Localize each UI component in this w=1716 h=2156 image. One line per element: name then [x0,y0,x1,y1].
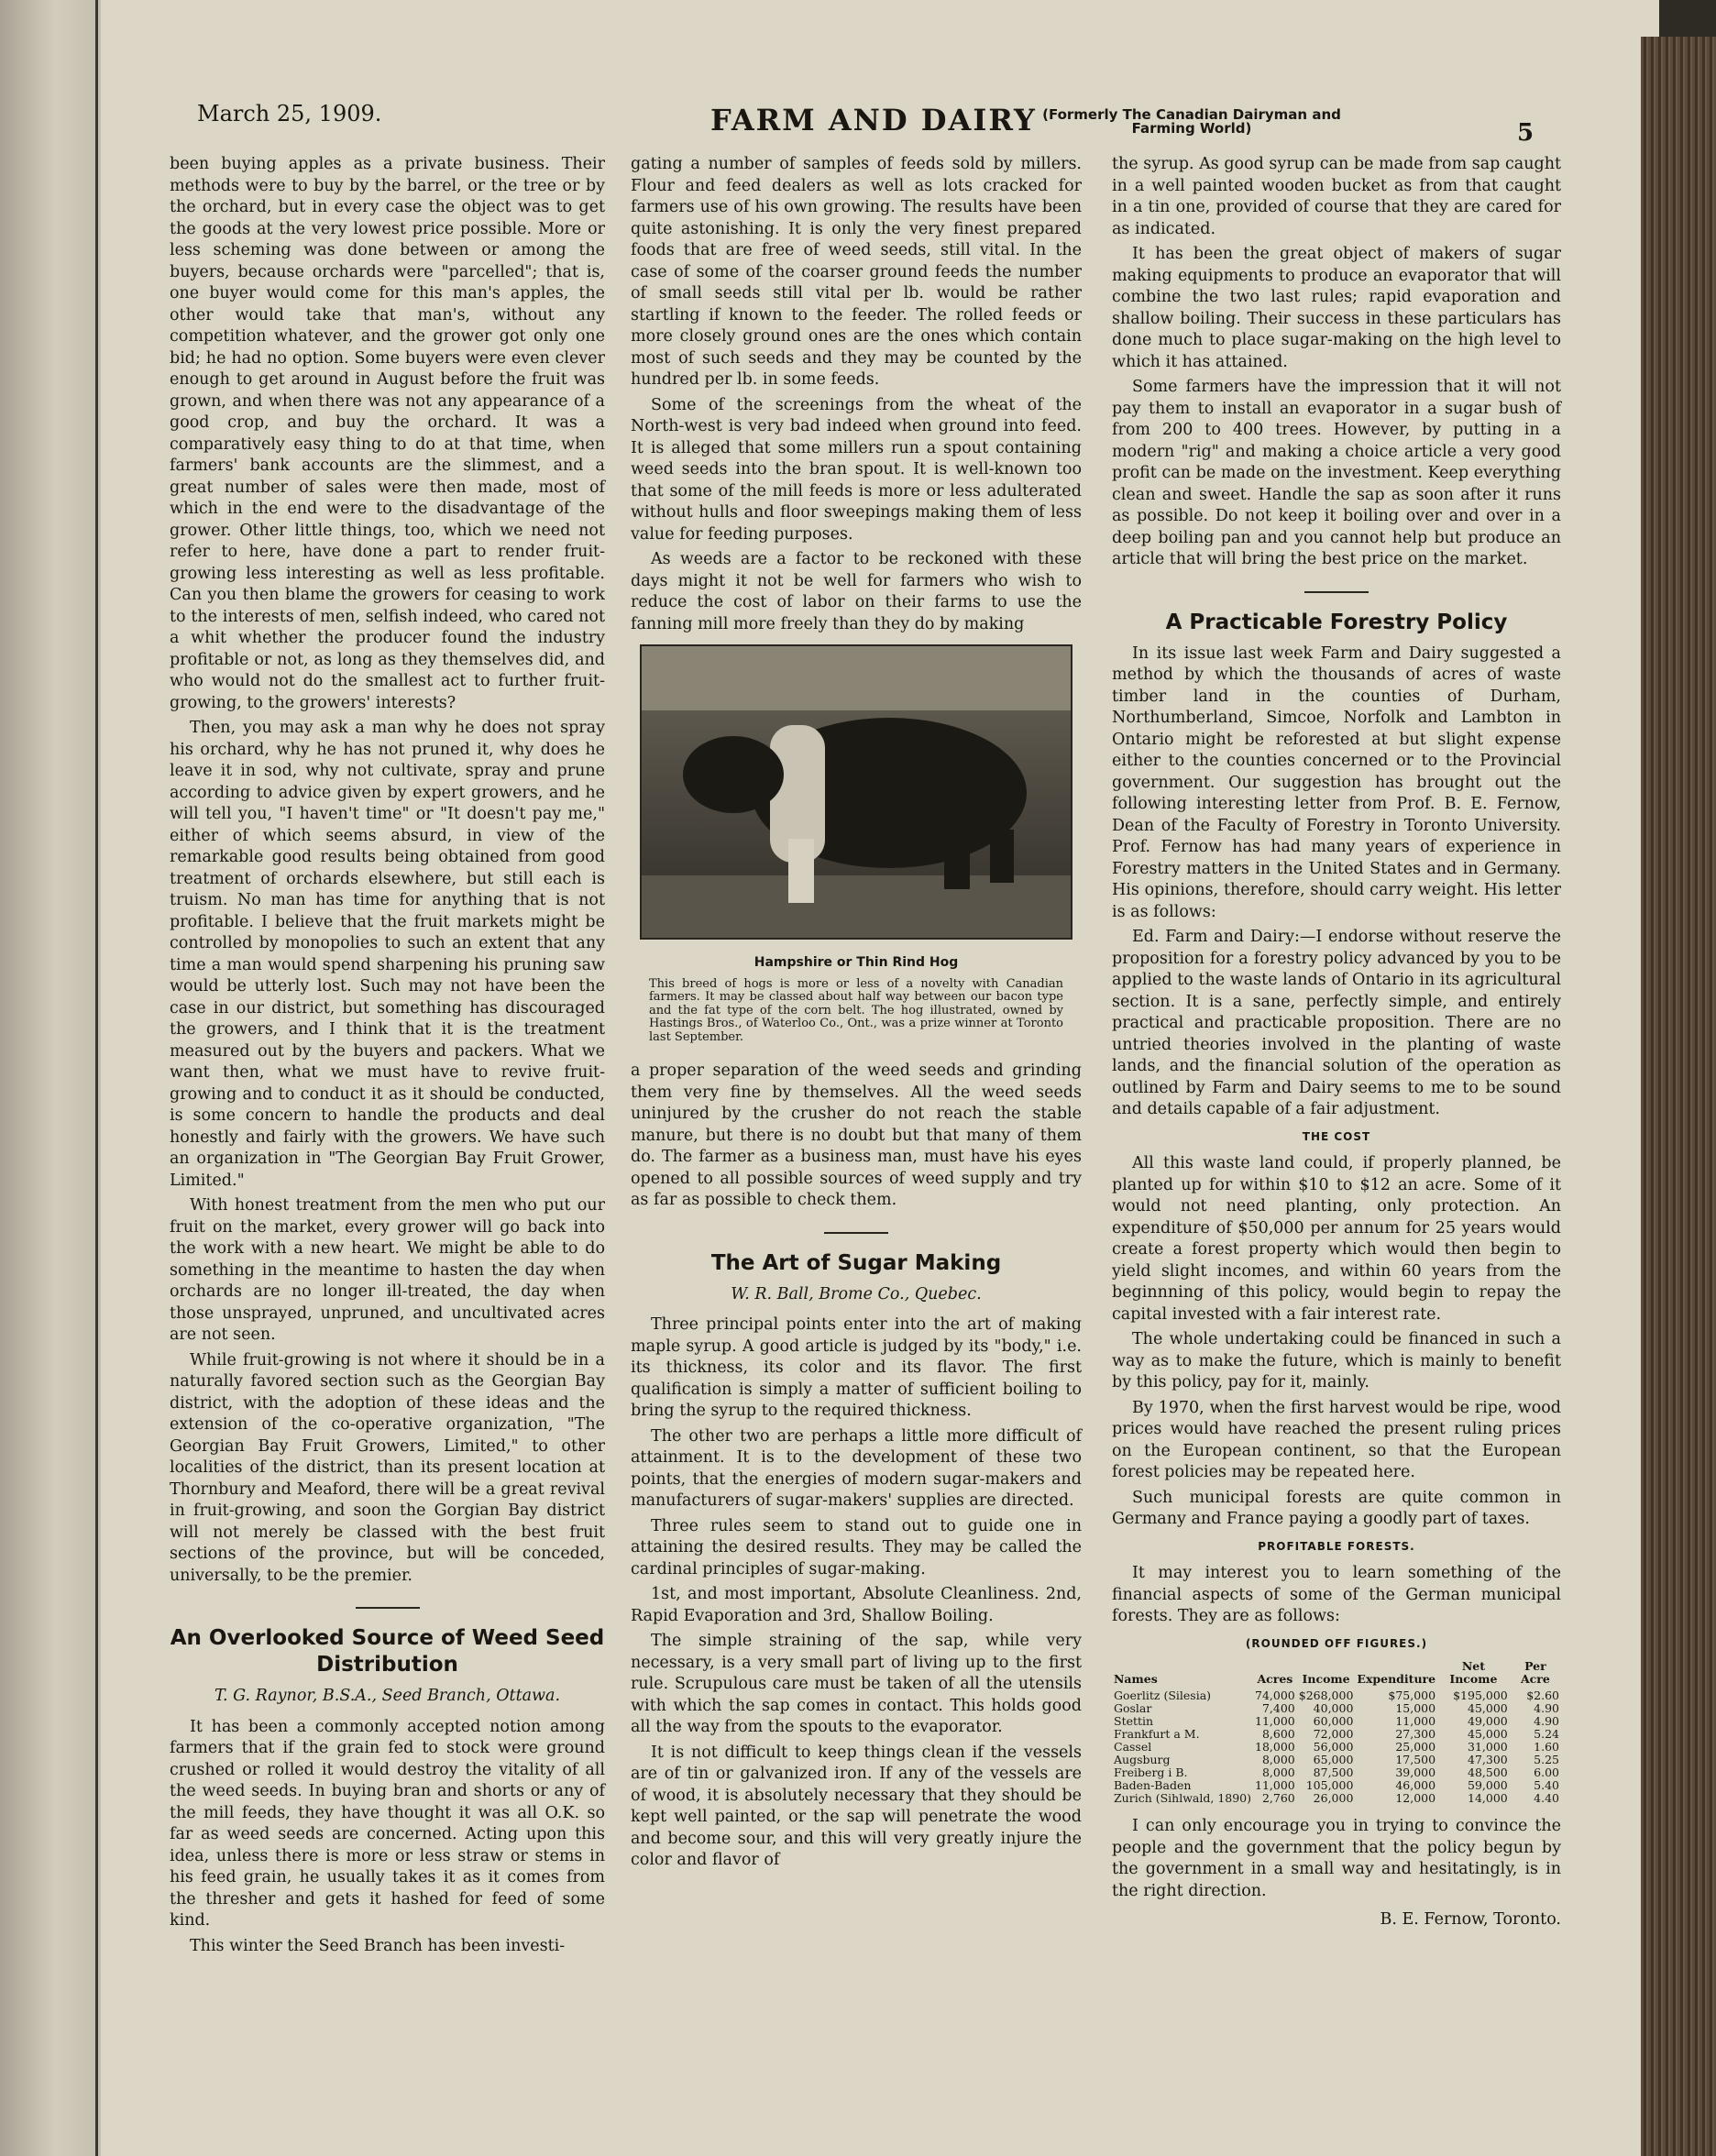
table-cell: 87,500 [1313,1766,1354,1779]
article-title-forestry: A Practicable Forestry Policy [1165,610,1508,634]
paragraph: As weeds are a factor to be reckoned with these days might it not be well for farmers who wish to reduce the cost of labor on their farms to use the fanning mill more freely than they do by making [631,550,1082,633]
table-cell: $195,000 [1453,1688,1508,1702]
paragraph: Then, you may ask a man why he does not spray his orchard, why he has not pruned it, why does he leave it in sod, why not cultivate, spray and prune according to advice given by expert growers, and he will tell you, "I haven't time" or "It doesn't pay me," either of which seems absurd, in view of the remarkable good results being obtained from good treatment of orchards elsewhere, but still each is truism. No man has time for anything that is not profitable. I believe that the fruit markets might be controlled by monopolies to such an extent that any time a man would spend sharpening his pruning saw would be utterly lost. Such may not have been the case in our district, but something has discouraged the growers, and I think that it is the treatment measured out by the buyers and packers. What we want then, what we must have to revive fruit-growing and to conduct it as it should be conducted, is some concern to handle the products and deal honestly and fairly with the growers. We have such an organization in "The Georgian Bay Fruit Grower, Limited." [170,719,605,1190]
article-title-weed-seed: An Overlooked Source of Weed Seed Distribution [170,1626,605,1677]
paragraph: Some of the screenings from the wheat of the North-west is very bad indeed when ground into feed. It is alleged that some millers run a spout containing weed seeds into the bran spout. It is well-known too that some of the mill feeds is more or less adulterated without hulls and floor sweepings making them of less value for feeding purposes. [631,395,1082,544]
table-cell: Augsburg [1114,1753,1171,1766]
table-header: Names [1114,1672,1158,1686]
table-cell: 25,000 [1395,1740,1436,1754]
paragraph: By 1970, when the first harvest would be ripe, wood prices would have reached the present ruling prices on the European continent, so that the European forest policies may be repeated here. [1112,1398,1561,1481]
paragraph: a proper separation of the weed seeds and grinding them very fine by themselves. All the weed seeds uninjured by the crusher do not reach the stable manure, but there is no doubt but that many of them do. The farmer as a business man, must have his eyes opened to all possible sources of weed supply and try as far as possible to check them. [631,1062,1082,1209]
issue-date: March 25, 1909. [197,101,382,126]
paragraph: It is not difficult to keep things clean if the vessels are of tin or galvanized iron. If any of the vessels are of wood, it is absolutely necessary that they should be kept well painted, or the sap will penetrate the wood and become sour, and this will very greatly injure the color and flavor of [631,1743,1082,1869]
table-cell: 4.90 [1534,1701,1559,1715]
article-byline: W. R. Ball, Brome Co., Quebec. [731,1284,982,1304]
table-cell: 1.60 [1534,1740,1559,1754]
table-cell: 5.24 [1534,1727,1559,1741]
table-cell: Goslar [1114,1701,1152,1715]
table-header: Income [1302,1672,1350,1686]
subhead-profitable: PROFITABLE FORESTS. [1258,1539,1415,1553]
photo-ground [642,875,1071,938]
table-row [1112,1702,1561,1715]
table-cell: 8,600 [1261,1727,1295,1741]
binding-edge [95,0,98,2156]
table-cell: 7,400 [1261,1701,1295,1715]
paragraph: The whole undertaking could be financed in such a way as to make the future, which is mainly to benefit by this policy, pay for it, mainly. [1112,1330,1561,1392]
article-title-sugar-making: The Art of Sugar Making [710,1250,1002,1275]
forest-finance-table [1112,1660,1561,1805]
paragraph: The simple straining of the sap, while very necessary, is a very small part of living up to the first rule. Scrupulous care must be taken of all the utensils with which the sap comes in contact. This holds good all the way from the spouts to the evaporator. [631,1632,1082,1736]
hog-illustration [642,646,1071,938]
paragraph: 1st, and most important, Absolute Cleanliness. 2nd, Rapid Evaporation and 3rd, Shallow Boiling. [631,1585,1082,1625]
table-row [1112,1741,1561,1754]
table-cell: 17,500 [1395,1753,1436,1766]
table-cell: 72,000 [1313,1727,1354,1741]
table-cell: Cassel [1114,1740,1152,1754]
hog-hind-leg [944,834,970,889]
table-cell: 45,000 [1468,1727,1508,1741]
column-1 [170,154,605,1957]
table-cell: 11,000 [1255,1714,1295,1728]
paragraph: This winter the Seed Branch has been investi- [190,1936,566,1955]
table-cell: 48,500 [1468,1766,1508,1779]
paragraph: Some farmers have the impression that it will not pay them to install an evaporator in a sugar bush of from 200 to 400 trees. However, by putting in a modern "rig" and making a choice article a very good profit can be made on the investment. Keep everything clean and sweet. Handle the sap as soon after it runs as possible. Do not keep it boiling over and over in a deep boiling pan and you cannot help but produce an article that will bring the best price on the market. [1112,378,1561,568]
table-cell: 18,000 [1255,1740,1295,1754]
table-cell: 47,300 [1468,1753,1508,1766]
table-header: Acres [1257,1672,1293,1686]
photo-caption-title: Hampshire or Thin Rind Hog [754,955,959,970]
table-cell: 5.25 [1534,1753,1559,1766]
letter-signature: B. E. Fernow, Toronto. [1380,1910,1561,1929]
table-cell: 26,000 [1313,1791,1354,1805]
table-cell: 40,000 [1313,1701,1354,1715]
table-cell: 74,000 [1255,1688,1295,1702]
table-note: (ROUNDED OFF FIGURES.) [1245,1636,1428,1650]
table-cell: $2.60 [1526,1688,1559,1702]
hog-hind-leg [990,830,1014,883]
table-cell: Baden-Baden [1114,1778,1192,1792]
table-row [1112,1766,1561,1779]
table-cell: 6.00 [1534,1766,1559,1779]
paper-formerly: (Formerly The Canadian Dairyman and Farming World) [1042,106,1341,137]
table-cell: 46,000 [1395,1778,1436,1792]
table-header-row [1112,1660,1561,1689]
table-cell: 56,000 [1313,1740,1354,1754]
paragraph: I can only encourage you in trying to convince the people and the government that the policy begun by the government in a small way and hesitatingly, is in the right direction. [1112,1817,1561,1900]
table-cell: $268,000 [1298,1688,1354,1702]
table-header: Net Income [1449,1659,1498,1686]
table-cell: 5.40 [1534,1778,1559,1792]
divider [356,1607,420,1609]
table-cell: Stettin [1114,1714,1154,1728]
table-cell: 39,000 [1395,1766,1436,1779]
table-cell: 49,000 [1468,1714,1508,1728]
page-number: 5 [1517,119,1534,147]
paragraph: All this waste land could, if properly planned, be planted up for within $10 to $12 an acre. Some of it would not need planting, only protection. An expenditure of $50,000 per annum for 25 years would create a forest property which would then begin to yield slight incomes, and within 60 years from the beginnning of this policy, would begin to repay the capital invested with a fair interest rate. [1112,1154,1561,1324]
table-cell: 11,000 [1395,1714,1436,1728]
paragraph: Three principal points enter into the art of making maple syrup. A good article is judged by its "body," i.e. its thickness, its color and its flavor. The first qualification is simply a matter of sufficient boiling to bring the syrup to the required thickness. [631,1315,1082,1420]
table-cell: Zurich (Sihlwald, 1890) [1114,1791,1252,1805]
hog-photograph [640,644,1072,940]
table-cell: $75,000 [1388,1688,1436,1702]
table-cell: 65,000 [1313,1753,1354,1766]
table-row [1112,1689,1561,1702]
table-header: Expenditure [1357,1672,1436,1686]
table-cell: 14,000 [1468,1791,1508,1805]
column-3 [1112,154,1561,1931]
paragraph: the syrup. As good syrup can be made from sap caught in a well painted wooden bucket as from that caught in a tin one, provided of course that they are cared for as indicated. [1112,155,1561,238]
table-cell: 15,000 [1395,1701,1436,1715]
table-cell: 12,000 [1395,1791,1436,1805]
photo-background [642,646,1071,710]
article-byline: T. G. Raynor, B.S.A., Seed Branch, Ottawa. [214,1687,561,1705]
table-row [1112,1728,1561,1741]
table-cell: 59,000 [1468,1778,1508,1792]
paragraph: With honest treatment from the men who put our fruit on the market, every grower will go back into the work with a new heart. We might be able to do something in the meantime to hasten the day when orchards are no longer ill-treated, the day when those unsprayed, unpruned, and uncultivated acres are not seen. [170,1196,605,1344]
paragraph: Such municipal forests are quite common in Germany and France paying a goodly part of taxes. [1112,1488,1561,1528]
page-binding [0,0,101,2156]
table-cell: 45,000 [1468,1701,1508,1715]
table-header: Per Acre [1520,1659,1550,1686]
table-cell: 2,760 [1261,1791,1295,1805]
paragraph: gating a number of samples of feeds sold by millers. Flour and feed dealers as well as lots cracked for farmers use of his own growing. The results have been quite astonishing. It is only the very finest prepared foods that are free of weed seeds, still vital. In the case of some of the coarser ground feeds the number of small seeds still vital per lb. would be rather startling if known to the feeder. The rolled feeds or more closely ground ones are the ones which contain most of such seeds and they may be counted by the hundred per lb. in some feeds. [631,155,1082,389]
table-cell: 4.40 [1534,1791,1559,1805]
photo-caption: This breed of hogs is more or less of a novelty with Canadian farmers. It may be classed about half way between our bacon type and the fat type of the corn belt. The hog illustrated, owned by Hastings Bros., of Waterloo Co., Ont., was a prize winner at Toronto last September. [649,976,1063,1044]
paragraph: It has been the great object of makers of sugar making equipments to produce an evaporator that will combine the two last rules; rapid evaporation and shallow boiling. Their success in these particulars has done much to place sugar-making on the high level to which it has attained. [1112,245,1561,371]
table-cell: Frankfurt a M. [1114,1727,1200,1741]
paragraph: The other two are perhaps a little more difficult of attainment. It is to the development of these two points, that the energies of modern sugar-makers and manufacturers of sugar-makers' supplies are directed. [631,1426,1082,1510]
paragraph: Ed. Farm and Dairy:—I endorse without reserve the proposition for a forestry policy advanced by you to be applied to the waste lands of Ontario in its agricultural section. It is a sane, perfectly simple, and entirely practical and practicable proposition. There are no untried theories involved in the planting of waste lands, and the financial solution of the operation as outlined by Farm and Dairy seems to me to be sound and details capable of a fair adjustment. [1112,928,1561,1118]
hog-head [683,736,784,813]
divider [824,1232,888,1234]
hog-front-leg [788,839,814,903]
paragraph: While fruit-growing is not where it should be in a naturally favored section such as the Georgian Bay district, with the adoption of these ideas and the extension of the co-operative organization, "The Georgian Bay Fruit Growers, Limited," to other localities of the district, than its present location at Thornbury and Meaford, there will be a great revival in fruit-growing, and soon the Gorgian Bay district will not merely be classed with the best fruit sections of the province, but will be conceded, universally, to be the premier. [170,1350,605,1585]
paragraph: It has been a commonly accepted notion among farmers that if the grain fed to stock were ground crushed or rolled it would destroy the vitality of all the weed seeds. In buying bran and shorts or any of the mill feeds, they have thought it was all O.K. so far as weed seeds are concerned. Acting upon this idea, unless there is more or less straw or stems in his feed grain, he usually takes it as it comes from the thresher and gets it hashed for feed of some kind. [170,1717,605,1930]
divider [1304,591,1369,593]
paragraph: been buying apples as a private business. Their methods were to buy by the barrel, or the tree or by the orchard, but in every case the object was to get the goods at the very lowest price possible. More or less scheming was done between or among the buyers, because orchards were "parcelled"; that is, one buyer would come for this man's apples, the other would take that man's, without any competition whatever, and the grower got only one bid; he had no option. Some buyers were even clever enough to get around in August before the fruit was grown, and when there was not any appearance of a good crop, and buy the orchard. It was a comparatively easy thing to do at that time, when farmers' bank accounts are the slimmest, and a great number of sales were then made, most of which in the end were to the disadvantage of the grower. Other little things, too, which we need not refer to here, have done a part to render fruit-growing less interesting as well as less profitable. Can you then blame the growers for ceasing to work to the interests of men, selfish indeed, who cared not a whit whether the producer found the industry profitable or not, as long as they themselves did, and who would not do the smallest act to further fruit-growing, to the growers' interests? [170,155,605,712]
table-row [1112,1715,1561,1728]
table-cell: 8,000 [1261,1766,1295,1779]
table-row [1112,1792,1561,1805]
paragraph: Three rules seem to stand out to guide one in attaining the desired results. They may be called the cardinal principles of sugar-making. [631,1516,1082,1578]
paragraph: It may interest you to learn something of the financial aspects of some of the German municipal forests. They are as follows: [1112,1564,1561,1625]
table-cell: Goerlitz (Silesia) [1114,1688,1212,1702]
table-cell: 60,000 [1313,1714,1354,1728]
table-cell: 31,000 [1468,1740,1508,1754]
table-cell: Freiberg i B. [1114,1766,1188,1779]
table-row [1112,1779,1561,1792]
column-2 [631,154,1082,1872]
subhead-cost: THE COST [1302,1129,1371,1143]
paragraph: In its issue last week Farm and Dairy suggested a method by which the thousands of acres of waste timber land in the counties of Durham, Northumberland, Simcoe, Norfolk and Lambton in Ontario might be reforested at but slight expense either to the counties concerned or to the Provincial government. Our suggestion has brought out the following interesting letter from Prof. B. E. Fernow, Dean of the Faculty of Forestry in Toronto University. Prof. Fernow has had many years of experience in Forestry matters in the United States and in Germany. His opinions, therefore, should carry weight. His letter is as follows: [1112,644,1561,921]
table-cell: 27,300 [1395,1727,1436,1741]
table-cell: 105,000 [1305,1778,1354,1792]
table-cell: 11,000 [1255,1778,1295,1792]
table-row [1112,1754,1561,1766]
book-spine [1641,37,1716,2156]
table-cell: 8,000 [1261,1753,1295,1766]
table-cell: 4.90 [1534,1714,1559,1728]
paper-name: FARM AND DAIRY [710,103,1037,138]
